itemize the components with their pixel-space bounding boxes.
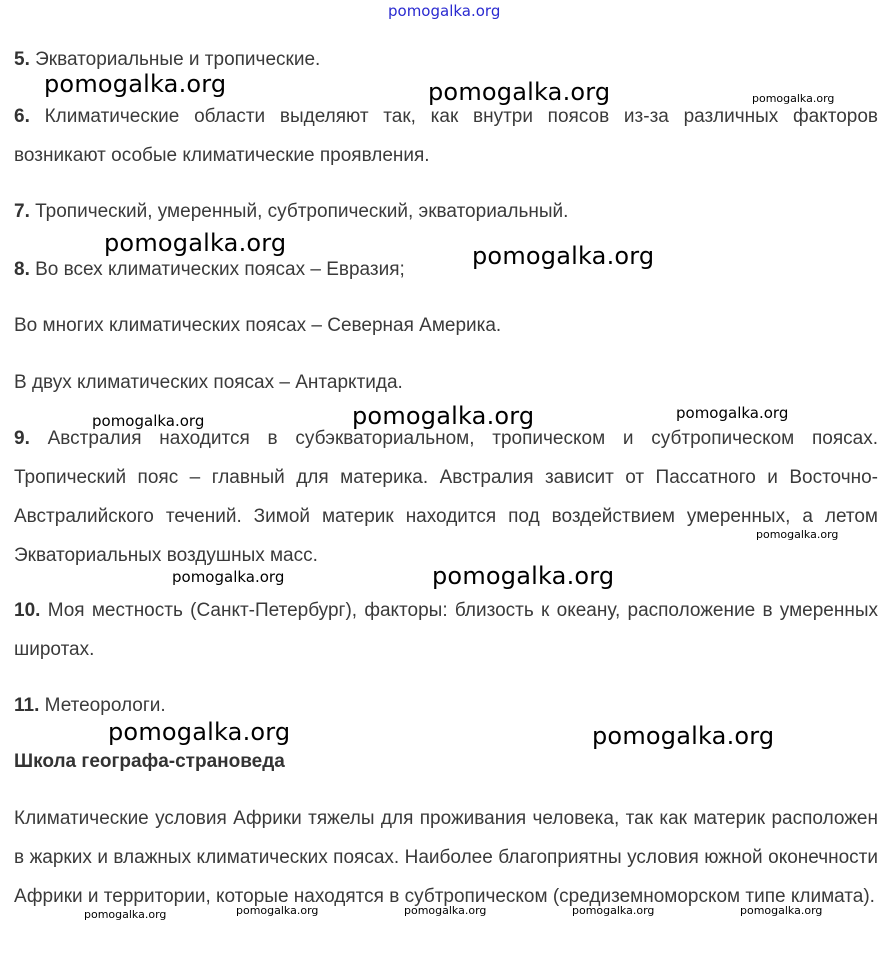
watermark: pomogalka.org [432,562,615,590]
answer-text: Австралия находится в субэкваториальном, тропическом и субтропическом поясах. Тропический пояс – главный для материка. Австралия зависит от Пассатного и Восточно-Австралийского течений. Зимой материк находится под воздействием умеренных, а летом Экваториальных воздушных масс. [14,428,878,566]
watermark: pomogalka.org [84,908,167,921]
watermark: pomogalka.org [740,904,823,917]
answer-number: 10. [14,600,41,621]
answer-text: В двух климатических поясах – Антарктида. [14,372,403,393]
watermark: pomogalka.org [92,412,205,430]
watermark: pomogalka.org [756,528,839,541]
watermark: pomogalka.org [404,904,487,917]
watermark: pomogalka.org [352,402,535,430]
watermark: pomogalka.org [752,92,835,105]
watermark: pomogalka.org [472,242,655,270]
answer-text: Моя местность (Санкт-Петербург), факторы: близость к океану, расположение в умеренных широтах. [14,600,878,660]
answer-10 [14,591,878,669]
watermark: pomogalka.org [676,404,789,422]
answer-number: 8. [14,259,30,280]
watermark: pomogalka.org [592,722,775,750]
watermark: pomogalka.org [44,70,227,98]
answer-7 [14,192,878,231]
answer-9 [14,419,878,575]
answer-number: 9. [14,428,30,449]
answer-text: Во многих климатических поясах – Северная Америка. [14,315,502,336]
answer-number: 5. [14,49,30,70]
answer-number: 11. [14,695,40,716]
watermark: pomogalka.org [572,904,655,917]
answer-text: Экваториальные и тропические. [29,49,321,70]
answer-8-line-2 [14,306,878,345]
answer-text: Метеорологи. [39,695,166,716]
answer-8-line-3 [14,363,878,402]
section-heading: Школа географа-страноведа [14,751,285,772]
answer-6 [14,97,878,175]
watermark: pomogalka.org [104,229,287,257]
answer-number: 7. [14,201,30,222]
section-text: Климатические условия Африки тяжелы для проживания человека, так как материк расположен в жарких и влажных климатических поясах. Наиболее благоприятны условия южной оконечности Африки и территории, которые находятся в субтропическом (средиземноморском типе климата). [14,808,878,907]
watermark: pomogalka.org [172,568,285,586]
answer-text: Тропический, умеренный, субтропический, экваториальный. [29,201,569,222]
answer-number: 6. [14,106,30,127]
watermark: pomogalka.org [108,718,291,746]
site-link-top[interactable]: pomogalka.org [388,2,501,20]
watermark: pomogalka.org [236,904,319,917]
answer-text: Климатические области выделяют так, как внутри поясов из-за различных факторов возникают особые климатические проявления. [14,106,878,166]
answer-text: Во всех климатических поясах – Евразия; [29,259,405,280]
watermark: pomogalka.org [428,78,611,106]
